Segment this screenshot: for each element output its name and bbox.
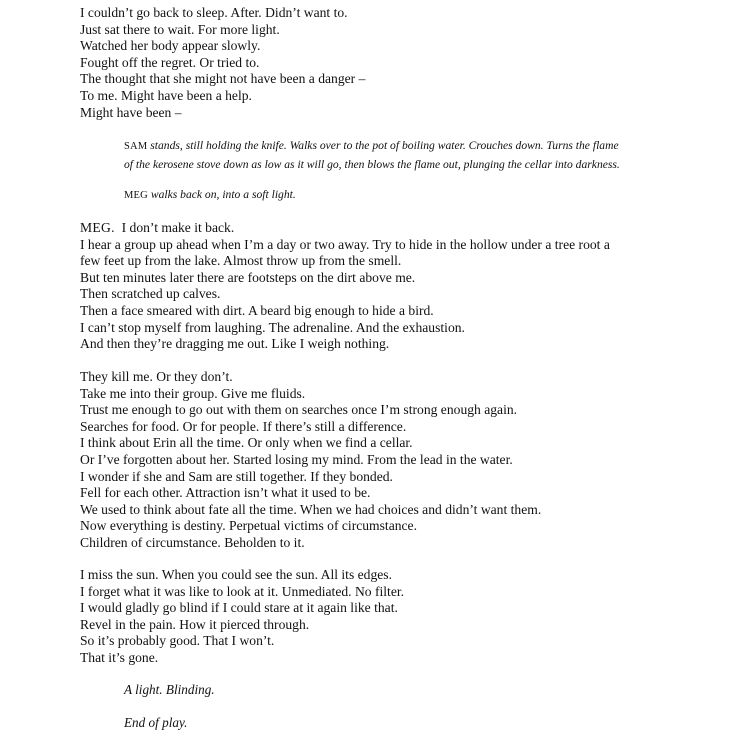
dialogue-line: I think about Erin all the time. Or only when we find a cellar. bbox=[80, 435, 413, 451]
dialogue-line: Then a face smeared with dirt. A beard big enough to hide a bird. bbox=[80, 302, 434, 318]
dialogue-line: I miss the sun. When you could see the sun. All its edges. bbox=[80, 567, 392, 582]
dialogue-line: Searches for food. Or for people. If there’s still a difference. bbox=[80, 418, 407, 434]
dialogue-line: Take me into their group. Give me fluids. bbox=[80, 385, 306, 401]
stanza-group bbox=[80, 369, 720, 552]
dialogue-line: I don’t make it back. bbox=[114, 220, 235, 235]
direction-text: of the kerosene stove down as low as it will go, then blows the flame out, plunging the cellar into darkness. bbox=[124, 158, 620, 171]
dialogue-line: Children of circumstance. Beholden to it. bbox=[80, 534, 305, 550]
speaker-name: MEG. bbox=[80, 220, 115, 235]
dialogue-line: Then scratched up calves. bbox=[80, 286, 221, 302]
dialogue-line: Watched her body appear slowly. bbox=[80, 38, 261, 54]
stage-direction-meg bbox=[124, 186, 684, 205]
direction-text: walks back on, into a soft light. bbox=[147, 188, 296, 201]
end-of-play: End of play. bbox=[124, 715, 188, 730]
stanza-sun bbox=[80, 567, 720, 667]
speech-meg bbox=[80, 220, 720, 353]
dialogue-line: Fell for each other. Attraction isn’t what it used to be. bbox=[80, 485, 371, 501]
stage-direction-sam bbox=[124, 137, 684, 174]
dialogue-line: Fought off the regret. Or tried to. bbox=[80, 54, 260, 70]
dialogue-line: Revel in the pain. How it pierced through. bbox=[80, 616, 310, 632]
dialogue-line: Trust me enough to go out with them on searches once I’m strong enough again. bbox=[80, 402, 518, 418]
dialogue-line: So it’s probably good. That I won’t. bbox=[80, 633, 275, 649]
stanza-opening bbox=[80, 5, 720, 121]
dialogue-line: That it’s gone. bbox=[80, 649, 159, 665]
final-stage-direction: A light. Blinding. bbox=[124, 682, 215, 697]
dialogue-line: We used to think about fate all the time. When we had choices and didn’t want them. bbox=[80, 501, 542, 517]
dialogue-line: To me. Might have been a help. bbox=[80, 87, 252, 103]
dialogue-line: I couldn’t go back to sleep. After. Didn’t want to. bbox=[80, 5, 348, 20]
dialogue-line: They kill me. Or they don’t. bbox=[80, 369, 233, 384]
character-name: MEG bbox=[124, 190, 148, 201]
dialogue-line: Might have been – bbox=[80, 104, 182, 120]
dialogue-line: I would gladly go blind if I could stare at it again like that. bbox=[80, 600, 398, 616]
dialogue-line: Just sat there to wait. For more light. bbox=[80, 21, 280, 37]
dialogue-line: I can’t stop myself from laughing. The adrenaline. And the exhaustion. bbox=[80, 319, 465, 335]
dialogue-line: I forget what it was like to look at it. Unmediated. No filter. bbox=[80, 583, 405, 599]
dialogue-line: And then they’re dragging me out. Like I weigh nothing. bbox=[80, 336, 390, 352]
dialogue-line: Or I’ve forgotten about her. Started losing my mind. From the lead in the water. bbox=[80, 451, 513, 467]
dialogue-line: few feet up from the lake. Almost throw up from the smell. bbox=[80, 253, 402, 269]
dialogue-line: Now everything is destiny. Perpetual victims of circumstance. bbox=[80, 518, 417, 534]
character-name: SAM bbox=[124, 141, 148, 152]
dialogue-line: I wonder if she and Sam are still together. If they bonded. bbox=[80, 468, 393, 484]
dialogue-line: I hear a group up ahead when I’m a day or two away. Try to hide in the hollow under a tree root a bbox=[80, 236, 610, 252]
dialogue-line: The thought that she might not have been a danger – bbox=[80, 71, 366, 87]
direction-text: stands, still holding the knife. Walks over to the pot of boiling water. Crouches down. Turns the flame bbox=[147, 139, 619, 152]
dialogue-line: But ten minutes later there are footsteps on the dirt above me. bbox=[80, 269, 416, 285]
